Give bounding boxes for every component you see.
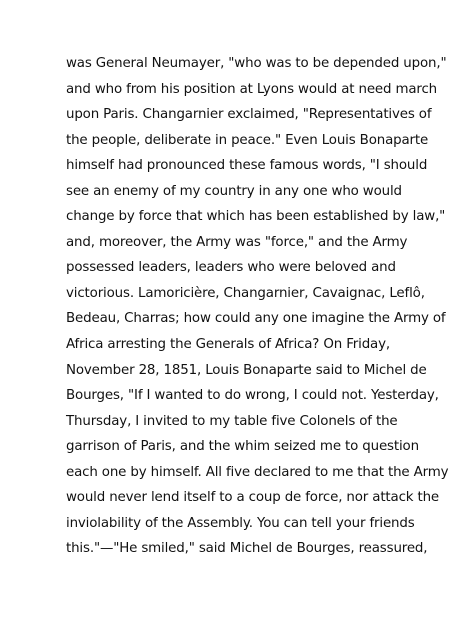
- text-line: inviolability of the Assembly. You can tell your friends: [66, 515, 415, 531]
- text-line: Bourges, "If I wanted to do wrong, I could not. Yesterday,: [66, 388, 439, 404]
- text-line: and, moreover, the Army was "force," and the Army: [66, 234, 408, 250]
- text-line: was General Neumayer, "who was to be depended upon,": [66, 56, 447, 71]
- text-line: victorious. Lamoricière, Changarnier, Cavaignac, Leflô,: [66, 285, 425, 301]
- text-line: this."—"He smiled," said Michel de Bourges, reassured,: [66, 541, 428, 557]
- text-line: see an enemy of my country in any one who would: [66, 183, 402, 199]
- text-line: Bedeau, Charras; how could any one imagine the Army of: [66, 311, 446, 327]
- text-line: the people, deliberate in peace." Even Louis Bonaparte: [66, 132, 429, 148]
- text-line: and who from his position at Lyons would at need march: [66, 81, 438, 97]
- text-line: upon Paris. Changarnier exclaimed, "Representatives of: [66, 107, 432, 123]
- text-line: garrison of Paris, and the whim seized me to question: [66, 439, 419, 455]
- text-line: would never lend itself to a coup de force, nor attack the: [66, 490, 440, 506]
- text-line: change by force that which has been established by law,": [66, 209, 446, 225]
- text-line: November 28, 1851, Louis Bonaparte said to Michel de: [66, 362, 427, 378]
- text-line: Thursday, I invited to my table five Colonels of the: [66, 413, 398, 429]
- text-line: Africa arresting the Generals of Africa? On Friday,: [66, 337, 390, 353]
- text-line: each one by himself. All five declared to me that the Army: [66, 464, 449, 480]
- text-line: himself had pronounced these famous words, "I should: [66, 158, 428, 174]
- body-text: [66, 51, 456, 562]
- text-line: possessed leaders, leaders who were beloved and: [66, 260, 396, 276]
